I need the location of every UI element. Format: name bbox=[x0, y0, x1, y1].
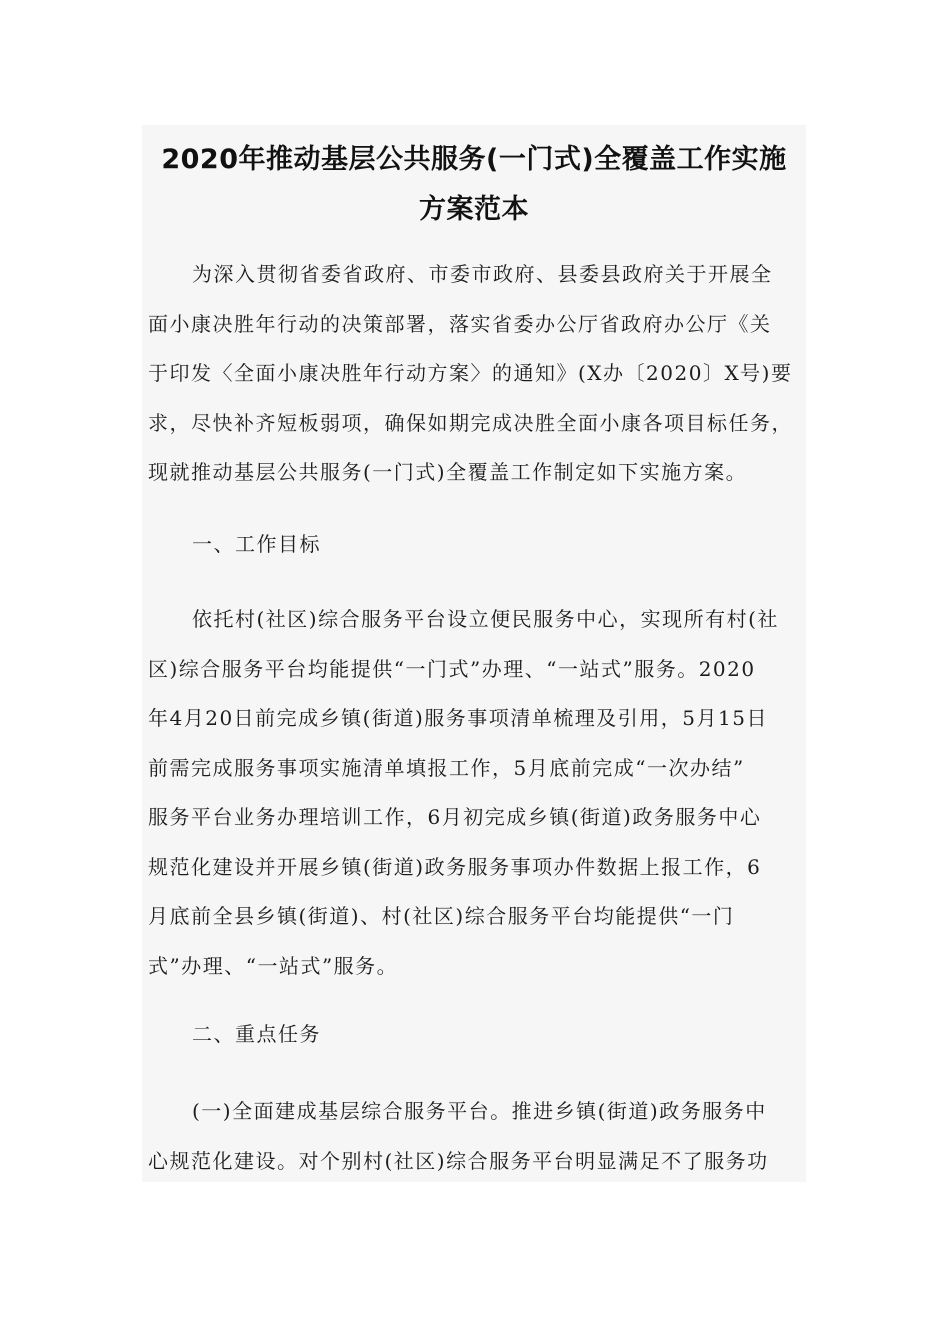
section-1-line: 区)综合服务平台均能提供“一门式”办理、“一站式”服务。2020 bbox=[148, 656, 756, 681]
document-title bbox=[142, 135, 806, 235]
intro-paragraph bbox=[148, 250, 804, 498]
section-1-line: 前需完成服务事项实施清单填报工作，5月底前完成“一次办结” bbox=[148, 755, 745, 780]
section-2-paragraph bbox=[148, 1087, 804, 1182]
section-1-paragraph bbox=[148, 595, 804, 991]
section-1-line: 服务平台业务办理培训工作，6月初完成乡镇(街道)政务服务中心 bbox=[148, 805, 762, 829]
title-line-1: 2020年推动基层公共服务(一门式)全覆盖工作实施 bbox=[161, 144, 787, 175]
section-1-line: 规范化建设并开展乡镇(街道)政务服务事项办件数据上报工作，6 bbox=[148, 854, 762, 879]
section-1-line: 年4月20日前完成乡镇(街道)服务事项清单梳理及引用，5月15日 bbox=[148, 706, 768, 730]
section-1-heading: 一、工作目标 bbox=[192, 532, 321, 556]
document-page bbox=[142, 125, 806, 1182]
title-line-2: 方案范本 bbox=[419, 194, 529, 225]
section-1-line: 式”办理、“一站式”服务。 bbox=[148, 953, 399, 978]
section-1-line: 月底前全县乡镇(街道)、村(社区)综合服务平台均能提供“一门 bbox=[148, 904, 735, 928]
intro-line: 于印发〈全面小康决胜年行动方案〉的通知》(X办〔2020〕X号)要 bbox=[148, 361, 793, 385]
section-2-line: (一)全面建成基层综合服务平台。推进乡镇(街道)政务服务中 bbox=[192, 1099, 767, 1123]
intro-line: 面小康决胜年行动的决策部署，落实省委办公厅省政府办公厅《关 bbox=[148, 311, 772, 336]
section-1-line: 依托村(社区)综合服务平台设立便民服务中心，实现所有村(社 bbox=[192, 607, 779, 631]
intro-line: 求，尽快补齐短板弱项，确保如期完成决胜全面小康各项目标任务， bbox=[148, 410, 793, 435]
intro-line: 为深入贯彻省委省政府、市委市政府、县委县政府关于开展全 bbox=[192, 262, 773, 286]
intro-line: 现就推动基层公共服务(一门式)全覆盖工作制定如下实施方案。 bbox=[148, 460, 748, 484]
section-2-heading: 二、重点任务 bbox=[192, 1022, 321, 1046]
section-2-line: 心规范化建设。对个别村(社区)综合服务平台明显满足不了服务功 bbox=[148, 1148, 769, 1173]
